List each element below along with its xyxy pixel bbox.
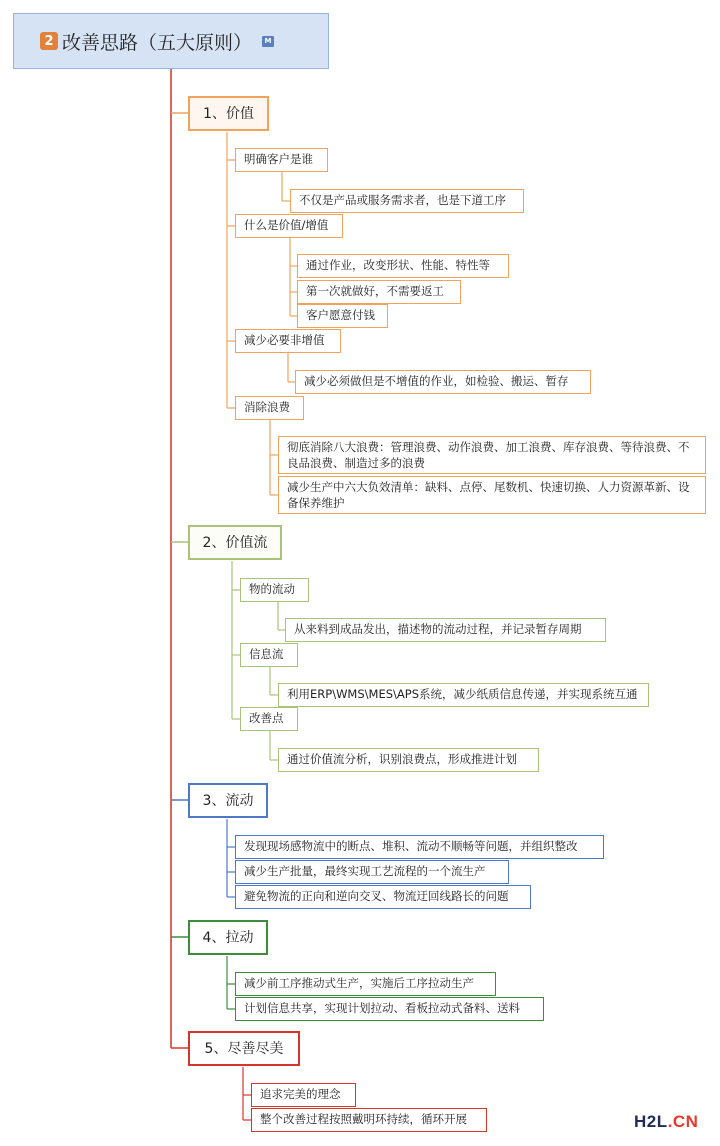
detail-perfection-2[interactable]: 整个改善过程按照戴明环持续，循环开展 xyxy=(251,1108,487,1132)
detail-customer-definition[interactable]: 不仅是产品或服务需求者，也是下道工序 xyxy=(290,189,524,213)
section-value[interactable]: 1、价值 xyxy=(188,96,269,131)
detail-perfection-1[interactable]: 追求完美的理念 xyxy=(251,1083,356,1107)
detail-pull-2[interactable]: 计划信息共享，实现计划拉动、看板拉动式备料、送料 xyxy=(235,997,544,1021)
detail-value-3[interactable]: 客户愿意付钱 xyxy=(297,304,388,328)
detail-reduce-non-value[interactable]: 减少必须做但是不增值的作业，如检验、搬运、暂存 xyxy=(295,370,591,394)
detail-value-2[interactable]: 第一次就做好，不需要返工 xyxy=(297,280,461,304)
detail-flow-3[interactable]: 避免物流的正向和逆向交叉、物流迂回线路长的问题 xyxy=(235,885,531,909)
section-pull[interactable]: 4、拉动 xyxy=(188,920,268,955)
root-title: 改善思路（五大原则） xyxy=(62,31,253,54)
detail-pull-1[interactable]: 减少前工序推动式生产，实施后工序拉动生产 xyxy=(235,972,496,996)
item-improvement-point[interactable]: 改善点 xyxy=(240,707,298,731)
topic-marker-icon: M xyxy=(262,36,274,47)
detail-improvement-point[interactable]: 通过价值流分析，识别浪费点，形成推进计划 xyxy=(278,748,539,772)
item-information-flow[interactable]: 信息流 xyxy=(240,643,298,667)
section-perfection[interactable]: 5、尽善尽美 xyxy=(188,1031,300,1066)
detail-six-losses[interactable]: 减少生产中六大负效清单：缺料、点停、尾数机、快速切换、人力资源革新、设备保养维护 xyxy=(278,476,706,514)
topic-number-badge: 2 xyxy=(40,32,58,50)
item-eliminate-waste[interactable]: 消除浪费 xyxy=(235,396,304,420)
site-watermark xyxy=(634,1112,698,1132)
watermark-suffix: .CN xyxy=(667,1112,699,1131)
item-know-customer[interactable]: 明确客户是谁 xyxy=(235,148,328,172)
item-reduce-non-value[interactable]: 减少必要非增值 xyxy=(235,329,341,353)
root-topic[interactable] xyxy=(13,13,329,69)
section-value-stream[interactable]: 2、价值流 xyxy=(188,525,282,560)
detail-material-flow[interactable]: 从来料到成品发出，描述物的流动过程，并记录暂存周期 xyxy=(285,618,606,642)
detail-flow-2[interactable]: 减少生产批量，最终实现工艺流程的一个流生产 xyxy=(235,860,509,884)
item-what-is-value[interactable]: 什么是价值/增值 xyxy=(235,214,343,238)
section-flow[interactable]: 3、流动 xyxy=(188,783,268,818)
detail-eight-wastes[interactable]: 彻底消除八大浪费：管理浪费、动作浪费、加工浪费、库存浪费、等待浪费、不良品浪费、制造过多的浪费 xyxy=(278,436,706,474)
detail-value-1[interactable]: 通过作业，改变形状、性能、特性等 xyxy=(297,254,509,278)
detail-flow-1[interactable]: 发现现场感物流中的断点、堆积、流动不顺畅等问题，并组织整改 xyxy=(235,835,604,859)
item-material-flow[interactable]: 物的流动 xyxy=(240,578,309,602)
detail-information-flow[interactable]: 利用ERP\WMS\MES\APS系统，减少纸质信息传递，并实现系统互通 xyxy=(278,683,649,707)
watermark-main: H2L xyxy=(634,1112,668,1131)
